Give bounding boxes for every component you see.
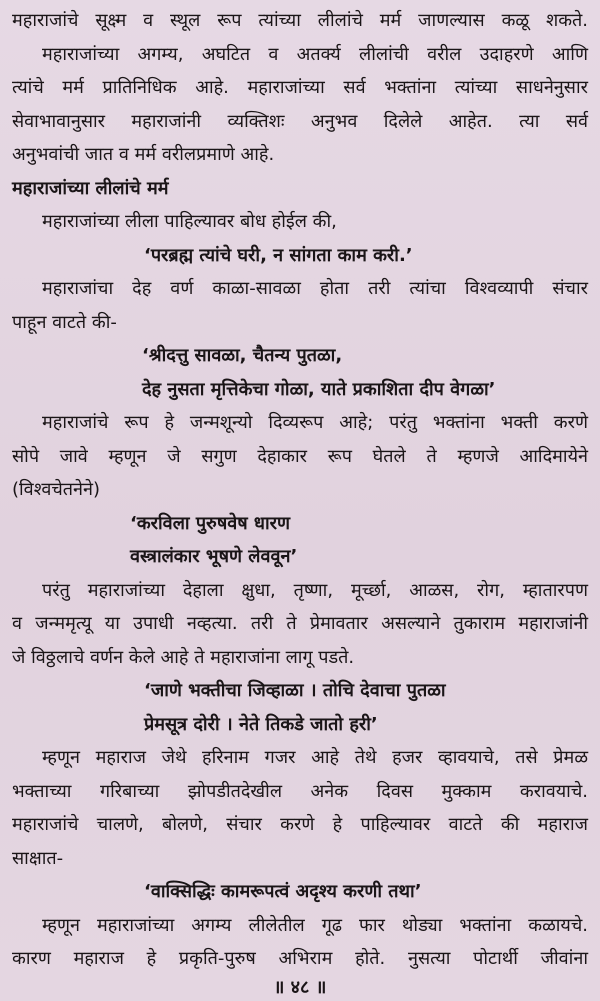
body-line: सेवाभावानुसार महाराजांनी व्यक्तिशः अनुभव दिलेले आहेत. त्या सर्व (12, 110, 588, 132)
quote-line: ‘जाणे भक्तीचा जिव्हाळा । तोचि देवाचा पुतळा (144, 680, 446, 701)
body-line: महाराजांचा देह वर्ण काळा-सावळा होता तरी त्यांचा विश्वव्यापी संचार (42, 278, 588, 299)
body-line: साक्षात- (12, 847, 64, 869)
body-line: जे विठ्ठलाचे वर्णन केले आहे ते महाराजांना लागू पडते. (12, 646, 355, 668)
body-line: महाराजांचे रूप हे जन्मशून्यो दिव्यरूप आहे; परंतु भक्तांना भक्ती करणे (42, 412, 588, 433)
body-line: महाराजांच्या अगम्य, अघटित व अतर्क्य लीलांची वरील उदाहरणे आणि (42, 43, 588, 65)
body-line: सोपे जावे म्हणून जे सगुण देहाकार रूप घेतले ते म्हणजे आदिमायेने (12, 445, 588, 467)
body-line: परंतु महाराजांच्या देहाला क्षुधा, तृष्णा, मूर्च्छा, आळस, रोग, म्हातारपण (42, 579, 588, 601)
body-line: महाराजांचे सूक्ष्म व स्थूल रूप त्यांच्या लीलांचे मर्म जाणल्यास कळू शकते. (12, 10, 588, 31)
body-line: महाराजांच्या लीला पाहिल्यावर बोध होईल की, (42, 211, 337, 232)
body-line: म्हणून महाराजांच्या अगम्य लीलेतील गूढ फार थोड्या भक्तांना कळायचे. (42, 914, 588, 936)
quote-line: ‘परब्रह्म त्यांचे घरी, न सांगता काम करी.’ (144, 244, 413, 266)
body-line: कारण महाराज हे प्रकृति-पुरुष अभिराम होते. नुसत्या पोटार्थी जीवांना (12, 948, 588, 969)
body-line: महाराजांचे चालणे, बोलणे, संचार करणे हे पाहिल्यावर वाटते की महाराज (12, 814, 588, 835)
body-line: अनुभवांची जात व मर्म वरीलप्रमाणे आहे. (12, 144, 275, 165)
body-line: भक्ताच्या गरिबाच्या झोपडीतदेखील अनेक दिवस मुक्काम करावयाचे. (12, 780, 588, 802)
quote-line: ‘करविला पुरुषवेष धारण (130, 512, 291, 534)
body-line: (विश्वचेतनेने) (12, 479, 101, 500)
section-heading: महाराजांच्या लीलांचे मर्म (12, 177, 169, 199)
quote-line: ‘वाक्सिद्धिः कामरूपत्वं अदृश्य करणी तथा’ (144, 881, 422, 902)
quote-line: वस्त्रालंकार भूषणे लेववून’ (130, 546, 298, 567)
body-line: म्हणून महाराज जेथे हरिनाम गजर आहे तेथे हजर व्हावयाचे, तसे प्रेमळ (42, 747, 588, 768)
quote-line: देह नुसता मृत्तिकेचा गोळा, याते प्रकाशिता दीप वेगळा’ (142, 378, 496, 400)
body-line: व जन्ममृत्यू या उपाधी नव्हत्या. तरी ते प्रेमावतार असल्याने तुकाराम महाराजांनी (12, 613, 588, 634)
quote-line: ‘श्रीदत्तु सावळा, चैतन्य पुतळा, (142, 345, 343, 366)
body-line: त्यांचे मर्म प्रातिनिधिक आहे. महाराजांच्या सर्व भक्तांना त्यांच्या साधनेनुसार (12, 77, 588, 98)
quote-line: प्रेमसूत्र दोरी । नेते तिकडे जातो हरी’ (144, 713, 378, 735)
page-number: ॥ ४८ ॥ (273, 977, 327, 998)
body-line: पाहून वाटते की- (12, 311, 117, 333)
